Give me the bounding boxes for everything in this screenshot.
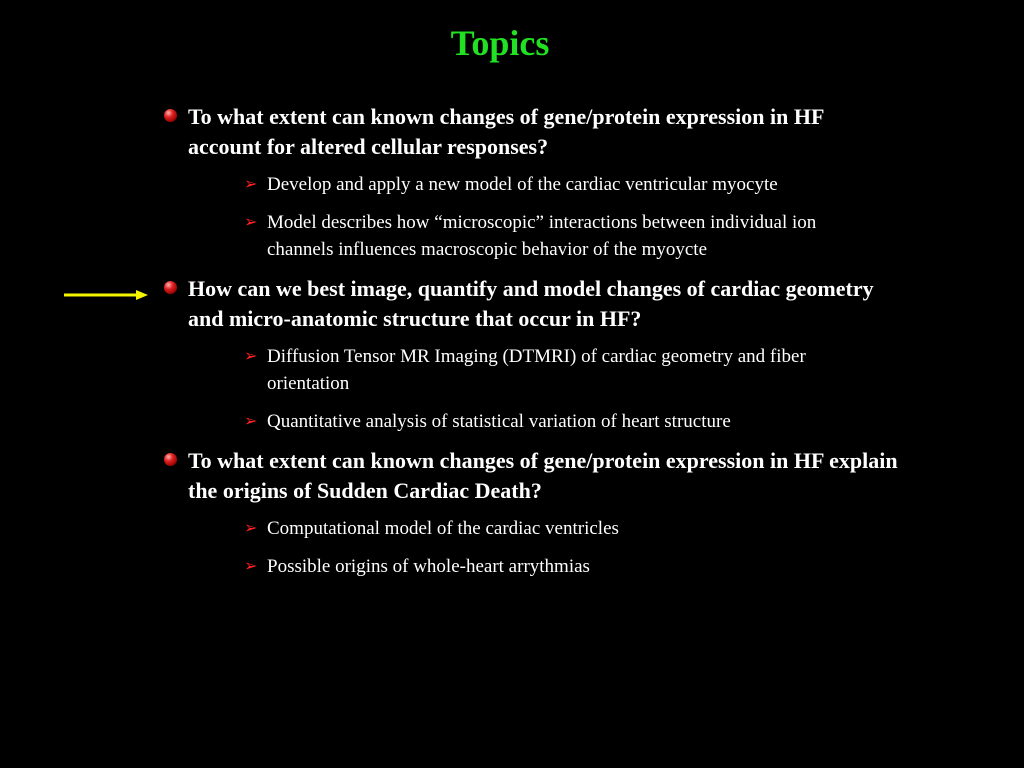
red-ball-bullet-icon [164,109,177,122]
subpoint-text: Possible origins of whole-heart arrythmias [267,556,590,577]
subpoint-item [188,343,887,397]
topic-text: To what extent can known changes of gene/protein expression in HF explain the origins of Sudden Cardiac Death? [188,448,898,503]
topic-item [160,446,900,580]
red-arrowhead-icon: ➢ [244,413,258,430]
yellow-right-arrow-icon [64,289,148,301]
subpoint-list [188,171,900,263]
topic-item [160,102,900,263]
red-arrowhead-icon: ➢ [244,558,258,575]
subpoint-item [188,408,887,435]
subpoint-list [188,515,900,580]
subpoint-text: Develop and apply a new model of the cardiac ventricular myocyte [267,174,778,195]
subpoint-text: Model describes how “microscopic” interactions between individual ion channels influences macroscopic behavior of the myoycte [267,212,817,260]
subpoint-text: Diffusion Tensor MR Imaging (DTMRI) of cardiac geometry and fiber orientation [267,346,806,394]
red-arrowhead-icon: ➢ [244,520,258,537]
subpoint-item [188,209,887,263]
subpoint-item [188,171,887,198]
topic-text: How can we best image, quantify and model changes of cardiac geometry and micro-anatomic structure that occur in HF? [188,276,874,331]
subpoint-item [188,515,887,542]
subpoint-list [188,343,900,435]
red-arrowhead-icon: ➢ [244,176,258,193]
red-arrowhead-icon: ➢ [244,348,258,365]
red-arrowhead-icon: ➢ [244,214,258,231]
red-ball-bullet-icon [164,281,177,294]
red-ball-bullet-icon [164,453,177,466]
subpoint-item [188,553,887,580]
subpoint-text: Quantitative analysis of statistical variation of heart structure [267,411,731,432]
topic-text: To what extent can known changes of gene/protein expression in HF account for altered cellular responses? [188,104,824,159]
slide-title: Topics [450,23,550,63]
subpoint-text: Computational model of the cardiac ventricles [267,518,619,539]
topic-item-highlighted [160,274,900,435]
topic-list [160,102,900,591]
